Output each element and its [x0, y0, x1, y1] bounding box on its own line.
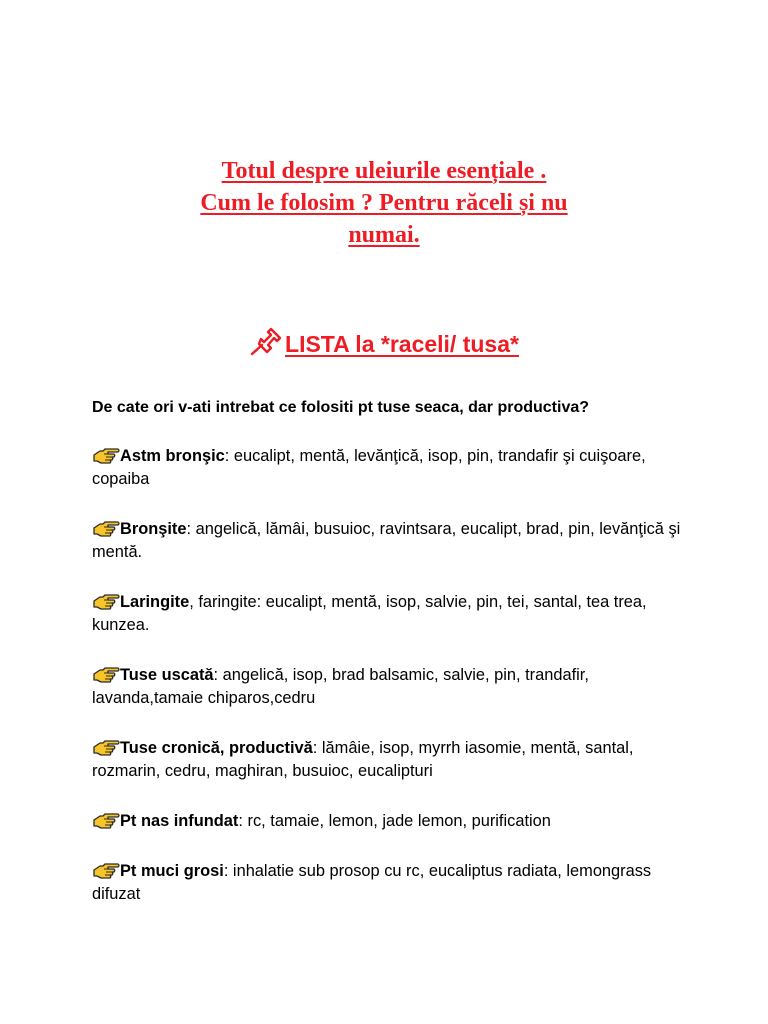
entry-term: Tuse cronică, productivă — [120, 739, 313, 757]
pushpin-icon — [249, 327, 285, 357]
list-item — [92, 810, 692, 833]
entry-description: : angelică, isop, brad balsamic, salvie, pin, trandafir, lavanda,tamaie chiparos,cedru — [92, 666, 589, 707]
entry-description: : rc, tamaie, lemon, jade lemon, purification — [238, 812, 551, 830]
pointing-hand-icon — [92, 861, 120, 881]
entry-description: , faringite: eucalipt, mentă, isop, salvie, pin, tei, santal, tea trea, kunzea. — [92, 593, 647, 634]
list-item — [92, 664, 692, 710]
pointing-hand-icon — [92, 592, 120, 612]
section-heading — [0, 327, 768, 359]
list-item — [92, 860, 692, 906]
entry-term: Pt muci grosi — [120, 862, 224, 880]
entry-term: Tuse uscată — [120, 666, 214, 684]
list-item — [92, 737, 692, 783]
pointing-hand-icon — [92, 738, 120, 758]
pointing-hand-icon — [92, 811, 120, 831]
entry-description: : inhalatie sub prosop cu rc, eucaliptus radiata, lemongrass difuzat — [92, 862, 652, 903]
entry-term: Pt nas infundat — [120, 812, 239, 830]
list-item — [92, 591, 692, 637]
list-item — [92, 518, 692, 564]
entry-term: Astm bronşic — [120, 447, 225, 465]
remedy-list — [92, 445, 692, 933]
title-line-3: numai. — [348, 222, 420, 248]
title-line-2: Cum le folosim ? Pentru răceli și nu — [200, 190, 568, 216]
entry-description: : lămâie, isop, myrrh iasomie, mentă, santal, rozmarin, cedru, maghiran, busuioc, eucalipturi — [92, 739, 634, 780]
entry-description: : eucalipt, mentă, levănţică, isop, pin, trandafir şi cuişoare, copaiba — [92, 447, 646, 488]
entry-term: Bronşite — [120, 520, 187, 538]
list-item — [92, 445, 692, 491]
entry-term: Laringite — [120, 593, 190, 611]
pointing-hand-icon — [92, 519, 120, 539]
pointing-hand-icon — [92, 665, 120, 685]
entry-description: : angelică, lămâi, busuioc, ravintsara, eucalipt, brad, pin, levănţică şi mentă. — [92, 520, 681, 561]
page-title — [0, 155, 768, 251]
title-line-1: Totul despre uleiurile esențiale . — [221, 158, 547, 184]
intro-question: De cate ori v-ati intrebat ce folositi pt tuse seaca, dar productiva? — [92, 399, 590, 416]
pointing-hand-icon — [92, 446, 120, 466]
section-heading-text: LISTA la *raceli/ tusa* — [285, 331, 519, 357]
